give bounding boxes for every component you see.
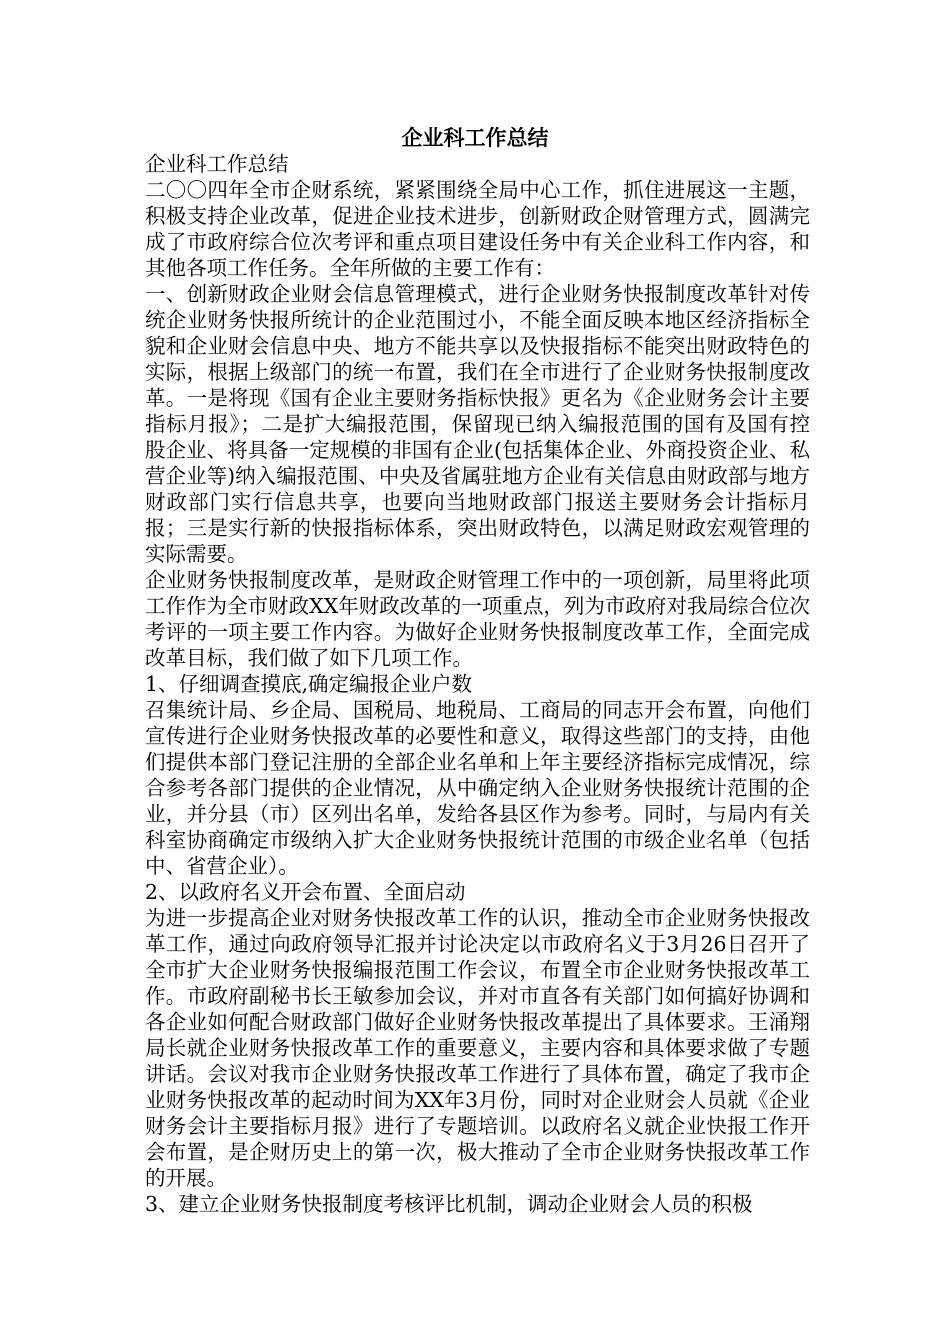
paragraph-heading-1: 1、仔细调查摸底,确定编报企业户数 — [145, 672, 473, 696]
paragraph-reform-overview: 企业财务快报制度改革，是财政企财管理工作中的一项创新，局里将此项工作作为全市财政XX年财政改革的一项重点，列为市政府对我局综合位次考评的一项主要工作内容。为做好企业财务快报制度改革工作，全面完成改革目标，我们做了如下几项工作。 — [145, 568, 810, 670]
paragraph-heading-3: 3、建立企业财务快报制度考核评比机制，调动企业财会人员的积极 — [145, 1192, 753, 1216]
paragraph-subtitle: 企业科工作总结 — [145, 152, 289, 176]
paragraph-survey: 召集统计局、乡企局、国税局、地税局、工商局的同志开会布置，向他们宣传进行企业财务快报改革的必要性和意义，取得这些部门的支持，由他们提供本部门登记注册的全部企业名单和上年主要经济指标完成情况，综合参考各部门提供的企业情况，从中确定纳入企业财务快报统计范围的企业，并分县（市）区列出名单，发给各县区作为参考。同时，与局内有关科室协商确定市级纳入扩大企业财务快报统计范围的市级企业名单（包括中、省营企业）。 — [145, 698, 810, 878]
document-title: 企业科工作总结 — [401, 126, 549, 150]
paragraph-section-1: 一、创新财政企业财会信息管理模式，进行企业财务快报制度改革针对传统企业财务快报所统计的企业范围过小，不能全面反映本地区经济指标全貌和企业财会信息中央、地方不能共享以及快报指标不能突出财政特色的实际，根据上级部门的统一布置，我们在全市进行了企业财务快报制度改革。一是将现《国有企业主要财务指标快报》更名为《企业财务会计主要指标月报》；二是扩大编报范围，保留现已纳入编报范围的国有及国有控股企业、将具备一定规模的非国有企业(包括集体企业、外商投资企业、私营企业等)纳入编报范围、中央及省属驻地方企业有关信息由财政部与地方财政部门实行信息共享，也要向当地财政部门报送主要财务会计指标月报；三是实行新的快报指标体系，突出财政特色，以满足财政宏观管理的实际需要。 — [145, 282, 810, 566]
paragraph-heading-2: 2、以政府名义开会布置、全面启动 — [145, 880, 466, 904]
document-body — [145, 151, 810, 1217]
paragraph-meeting: 为进一步提高企业对财务快报改革工作的认识，推动全市企业财务快报改革工作，通过向政府领导汇报并讨论决定以市政府名义于3月26日召开了全市扩大企业财务快报编报范围工作会议，布置全市企业财务快报改革工作。市政府副秘书长王敏参加会议，并对市直各有关部门如何搞好协调和各企业如何配合财政部门做好企业财务快报改革提出了具体要求。王涌翔局长就企业财务快报改革工作的重要意义，主要内容和具体要求做了专题讲话。会议对我市企业财务快报改革工作进行了具体布置，确定了我市企业财务快报改革的起动时间为XX年3月份，同时对企业财会人员就《企业财务会计主要指标月报》进行了专题培训。以政府名义就企业快报工作开会布置，是企财历史上的第一次，极大推动了全市企业财务快报改革工作的开展。 — [145, 906, 810, 1190]
paragraph-intro: 二〇〇四年全市企财系统，紧紧围绕全局中心工作，抓住进展这一主题，积极支持企业改革，促进企业技术进步，创新财政企财管理方式，圆满完成了市政府综合位次考评和重点项目建设任务中有关企业科工作内容，和其他各项工作任务。全年所做的主要工作有： — [145, 178, 810, 280]
